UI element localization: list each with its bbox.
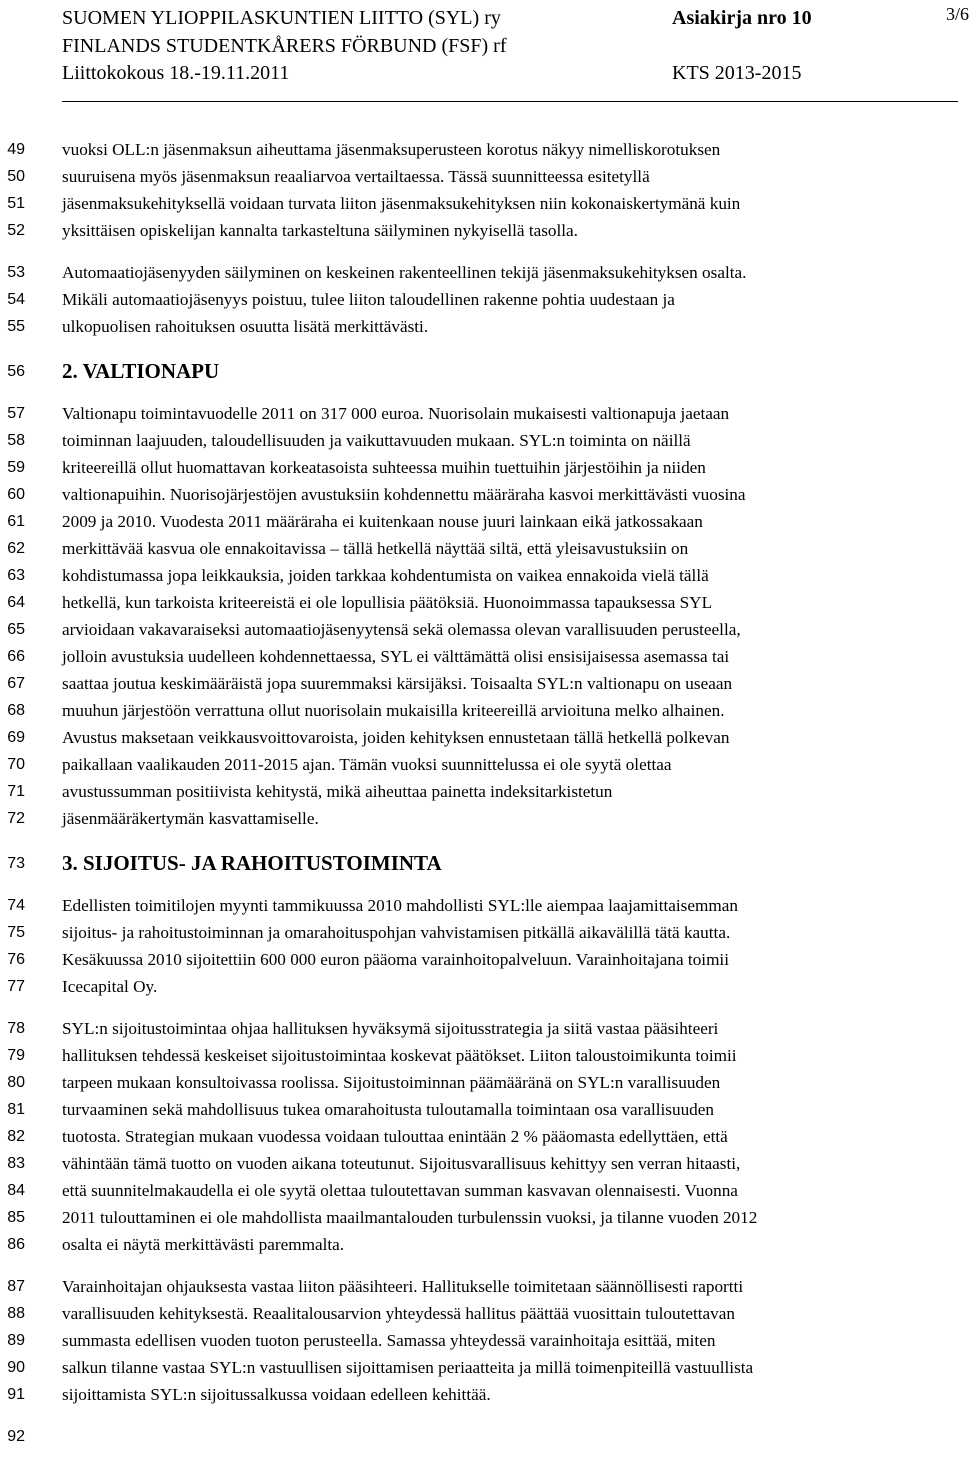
text-line bbox=[0, 190, 960, 217]
line-number: 52 bbox=[7, 222, 25, 239]
line-number: 81 bbox=[7, 1101, 25, 1118]
line-number: 89 bbox=[7, 1332, 25, 1349]
section-heading: 2. VALTIONAPU bbox=[62, 359, 220, 383]
line-text: hallituksen tehdessä keskeiset sijoitustoimintaa koskevat päätökset. Liiton taloustoimikunta toimii bbox=[62, 1046, 737, 1065]
text-line bbox=[0, 778, 960, 805]
text-line bbox=[0, 562, 960, 589]
text-line bbox=[0, 136, 960, 163]
line-text: varallisuuden kehityksestä. Reaalitalousarvion yhteydessä hallitus päättää vuosittain tuloutettavan bbox=[62, 1304, 735, 1323]
text-line bbox=[0, 427, 960, 454]
line-text: valtionapuihin. Nuorisojärjestöjen avustuksiin kohdennettu määräraha kasvoi merkittävästi vuosina bbox=[62, 485, 746, 504]
text-line bbox=[0, 1123, 960, 1150]
line-number: 65 bbox=[7, 621, 25, 638]
line-text: 2009 ja 2010. Vuodesta 2011 määräraha ei kuitenkaan nouse juuri lainkaan eikä jatkossakaan bbox=[62, 512, 703, 531]
document-number: Asiakirja nro 10 bbox=[672, 7, 812, 29]
line-number: 69 bbox=[7, 729, 25, 746]
line-number: 90 bbox=[7, 1359, 25, 1376]
line-text: Valtionapu toimintavuodelle 2011 on 317 000 euroa. Nuorisolain mukaisesti valtionapuja jaetaan bbox=[62, 404, 730, 423]
text-line bbox=[0, 589, 960, 616]
text-line bbox=[0, 616, 960, 643]
line-text: kriteereillä ollut huomattavan korkeatasoista suhteessa muihin tuettuihin järjestöihin ja niiden bbox=[62, 458, 706, 477]
organization-name-fi: SUOMEN YLIOPPILASKUNTIEN LIITTO (SYL) ry bbox=[62, 7, 501, 29]
line-number: 68 bbox=[7, 702, 25, 719]
line-number: 92 bbox=[7, 1428, 25, 1445]
line-text: 2011 tulouttaminen ei ole mahdollista maailmantalouden turbulenssin vuoksi, ja tilanne vuoden 2012 bbox=[62, 1208, 758, 1227]
line-number: 70 bbox=[7, 756, 25, 773]
text-line bbox=[0, 1015, 960, 1042]
header-rule bbox=[62, 101, 958, 102]
line-text: jolloin avustuksia uudelleen kohdennettaessa, SYL ei välttämättä olisi ensisijaisessa asemassa tai bbox=[62, 647, 730, 666]
line-number: 85 bbox=[7, 1209, 25, 1226]
text-line bbox=[0, 892, 960, 919]
text-line bbox=[0, 1177, 960, 1204]
line-number: 71 bbox=[7, 783, 25, 800]
line-text: tuotosta. Strategian mukaan vuodessa voidaan tulouttaa enintään 2 % pääomasta edellyttäen, että bbox=[62, 1127, 728, 1146]
line-text: turvaaminen sekä mahdollisuus tukea omarahoitusta tuloutamalla toimintaan osa varallisuuden bbox=[62, 1100, 715, 1119]
text-line bbox=[0, 454, 960, 481]
line-text: osalta ei näytä merkittävästi paremmalta. bbox=[62, 1235, 345, 1254]
text-line bbox=[0, 1381, 960, 1408]
line-number: 72 bbox=[7, 810, 25, 827]
line-number: 84 bbox=[7, 1182, 25, 1199]
line-text: arvioidaan vakavaraiseksi automaatiojäsenyytensä sekä olemassa olevan varallisuuden perusteella, bbox=[62, 620, 741, 639]
line-number: 56 bbox=[7, 363, 25, 380]
text-line bbox=[0, 805, 960, 832]
text-line bbox=[0, 286, 960, 313]
text-line bbox=[0, 1354, 960, 1381]
text-line bbox=[0, 163, 960, 190]
document-header bbox=[62, 4, 969, 102]
line-number: 53 bbox=[7, 264, 25, 281]
line-number: 88 bbox=[7, 1305, 25, 1322]
line-number: 86 bbox=[7, 1236, 25, 1253]
document-body bbox=[0, 136, 960, 1450]
line-text: jäsenmääräkertymän kasvattamiselle. bbox=[62, 809, 319, 828]
text-line bbox=[0, 670, 960, 697]
line-number: 75 bbox=[7, 924, 25, 941]
line-text: SYL:n sijoitustoimintaa ohjaa hallituksen hyväksymä sijoitusstrategia ja siitä vastaa pääsihteeri bbox=[62, 1019, 719, 1038]
text-line bbox=[0, 751, 960, 778]
text-line bbox=[0, 697, 960, 724]
line-text: salkun tilanne vastaa SYL:n vastuullisen sijoittamisen periaatteita ja millä toimenpiteillä vastuullista bbox=[62, 1358, 754, 1377]
paragraph-gap bbox=[0, 1258, 960, 1273]
line-text: hetkellä, kun tarkoista kriteereistä ei ole lopullisia päätöksiä. Huonoimmassa tapauksessa SYL bbox=[62, 593, 713, 612]
line-text: toiminnan laajuuden, taloudellisuuden ja vaikuttavuuden mukaan. SYL:n toiminta on näillä bbox=[62, 431, 691, 450]
line-text: Icecapital Oy. bbox=[62, 977, 158, 996]
line-number: 83 bbox=[7, 1155, 25, 1172]
section-heading-line bbox=[0, 358, 960, 385]
text-line bbox=[0, 535, 960, 562]
plan-period: KTS 2013-2015 bbox=[672, 62, 802, 84]
line-number: 82 bbox=[7, 1128, 25, 1145]
line-number: 73 bbox=[7, 855, 25, 872]
text-line bbox=[0, 1423, 960, 1450]
text-line bbox=[0, 259, 960, 286]
line-number: 87 bbox=[7, 1278, 25, 1295]
line-text: Varainhoitajan ohjauksesta vastaa liiton pääsihteeri. Hallitukselle toimitetaan säännöllisesti raportti bbox=[62, 1277, 744, 1296]
line-number: 79 bbox=[7, 1047, 25, 1064]
line-number: 78 bbox=[7, 1020, 25, 1037]
line-text: paikallaan vaalikauden 2011-2015 ajan. Tämän vuoksi suunnittelussa ei ole syytä olettaa bbox=[62, 755, 672, 774]
line-text: merkittävää kasvua ole ennakoitavissa – tällä hetkellä näyttää siltä, että yleisavustuksiin on bbox=[62, 539, 689, 558]
paragraph-gap bbox=[0, 1000, 960, 1015]
paragraph-gap bbox=[0, 832, 960, 850]
line-text: avustussumman positiivista kehitystä, mikä aiheuttaa painetta indeksitarkistetun bbox=[62, 782, 613, 801]
line-number: 64 bbox=[7, 594, 25, 611]
line-text: saattaa joutua keskimääräistä jopa suuremmaksi kärsijäksi. Toisaalta SYL:n valtionapu on useaan bbox=[62, 674, 733, 693]
text-line bbox=[0, 1150, 960, 1177]
line-text: muuhun järjestöön verrattuna ollut nuorisolain mukaisilla kriteereillä arvioituna melko alhainen. bbox=[62, 701, 725, 720]
page-number: 3/6 bbox=[946, 4, 969, 24]
line-text: ulkopuolisen rahoituksen osuutta lisätä merkittävästi. bbox=[62, 317, 429, 336]
meeting-info: Liittokokous 18.-19.11.2011 bbox=[62, 62, 290, 84]
line-text: Edellisten toimitilojen myynti tammikuussa 2010 mahdollisti SYL:lle aiempaa laajamittaisemman bbox=[62, 896, 738, 915]
text-line bbox=[0, 481, 960, 508]
text-line bbox=[0, 919, 960, 946]
section-heading-line bbox=[0, 850, 960, 877]
text-line bbox=[0, 973, 960, 1000]
text-line bbox=[0, 1096, 960, 1123]
paragraph-gap bbox=[0, 385, 960, 400]
line-number: 67 bbox=[7, 675, 25, 692]
line-number: 66 bbox=[7, 648, 25, 665]
text-line bbox=[0, 1231, 960, 1258]
line-text: summasta edellisen vuoden tuoton perusteella. Samassa yhteydessä varainhoitaja esittää, miten bbox=[62, 1331, 716, 1350]
line-number: 49 bbox=[7, 141, 25, 158]
line-text: että suunnitelmakaudella ei ole syytä olettaa tuloutettavan summan kasvavan olennaisesti. Vuonna bbox=[62, 1181, 738, 1200]
text-line bbox=[0, 1204, 960, 1231]
line-number: 58 bbox=[7, 432, 25, 449]
line-number: 51 bbox=[7, 195, 25, 212]
line-number: 59 bbox=[7, 459, 25, 476]
paragraph-gap bbox=[0, 877, 960, 892]
line-text: sijoittamista SYL:n sijoitussalkussa voidaan edelleen kehittää. bbox=[62, 1385, 491, 1404]
text-line bbox=[0, 1300, 960, 1327]
line-number: 62 bbox=[7, 540, 25, 557]
line-number: 57 bbox=[7, 405, 25, 422]
paragraph-gap bbox=[0, 1408, 960, 1423]
line-text: Mikäli automaatiojäsenyys poistuu, tulee liiton taloudellinen rakenne pohtia uudestaan ja bbox=[62, 290, 675, 309]
text-line bbox=[0, 1069, 960, 1096]
line-text: tarpeen mukaan konsultoivassa roolissa. Sijoitustoiminnan päämääränä on SYL:n varallisuuden bbox=[62, 1073, 721, 1092]
text-line bbox=[0, 313, 960, 340]
line-text: Avustus maksetaan veikkausvoittovaroista, joiden kehityksen ennustetaan tällä hetkellä polkevan bbox=[62, 728, 730, 747]
line-text: Automaatiojäsenyyden säilyminen on keskeinen rakenteellinen tekijä jäsenmaksukehityksen osalta. bbox=[62, 263, 747, 282]
line-text: suuruisena myös jäsenmaksun reaaliarvoa vertailtaessa. Tässä suunnitteessa esitetyllä bbox=[62, 167, 650, 186]
line-text: jäsenmaksukehityksellä voidaan turvata liiton jäsenmaksukehityksen niin kokonaiskertymänä kuin bbox=[62, 194, 741, 213]
line-number: 80 bbox=[7, 1074, 25, 1091]
line-number: 77 bbox=[7, 978, 25, 995]
line-number: 50 bbox=[7, 168, 25, 185]
organization-name-sv: FINLANDS STUDENTKÅRERS FÖRBUND (FSF) rf bbox=[62, 35, 507, 57]
paragraph-gap bbox=[0, 340, 960, 358]
text-line bbox=[0, 508, 960, 535]
line-text: yksittäisen opiskelijan kannalta tarkasteltuna säilyminen nykyisellä tasolla. bbox=[62, 221, 578, 240]
text-line bbox=[0, 946, 960, 973]
text-line bbox=[0, 643, 960, 670]
line-number: 76 bbox=[7, 951, 25, 968]
line-text: kohdistumassa jopa leikkauksia, joiden tarkkaa kohdentumista on vaikea ennakoida vielä tällä bbox=[62, 566, 709, 585]
line-number: 55 bbox=[7, 318, 25, 335]
line-number: 60 bbox=[7, 486, 25, 503]
section-heading: 3. SIJOITUS- JA RAHOITUSTOIMINTA bbox=[62, 851, 442, 875]
line-text: Kesäkuussa 2010 sijoitettiin 600 000 euron pääoma varainhoitopalveluun. Varainhoitajana toimii bbox=[62, 950, 729, 969]
text-line bbox=[0, 1042, 960, 1069]
line-text: vuoksi OLL:n jäsenmaksun aiheuttama jäsenmaksuperusteen korotus näkyy nimelliskorotuksen bbox=[62, 140, 721, 159]
text-line bbox=[0, 400, 960, 427]
line-number: 74 bbox=[7, 897, 25, 914]
text-line bbox=[0, 1327, 960, 1354]
line-text: sijoitus- ja rahoitustoiminnan ja omarahoituspohjan vahvistamisen pitkällä aikavälillä tätä kautta. bbox=[62, 923, 731, 942]
line-text: vähintään tämä tuotto on vuoden aikana toteutunut. Sijoitusvarallisuus kehittyy sen verran hitaasti, bbox=[62, 1154, 741, 1173]
line-number: 61 bbox=[7, 513, 25, 530]
line-number: 54 bbox=[7, 291, 25, 308]
paragraph-gap bbox=[0, 244, 960, 259]
line-number: 91 bbox=[7, 1386, 25, 1403]
line-number: 63 bbox=[7, 567, 25, 584]
text-line bbox=[0, 724, 960, 751]
text-line bbox=[0, 217, 960, 244]
text-line bbox=[0, 1273, 960, 1300]
